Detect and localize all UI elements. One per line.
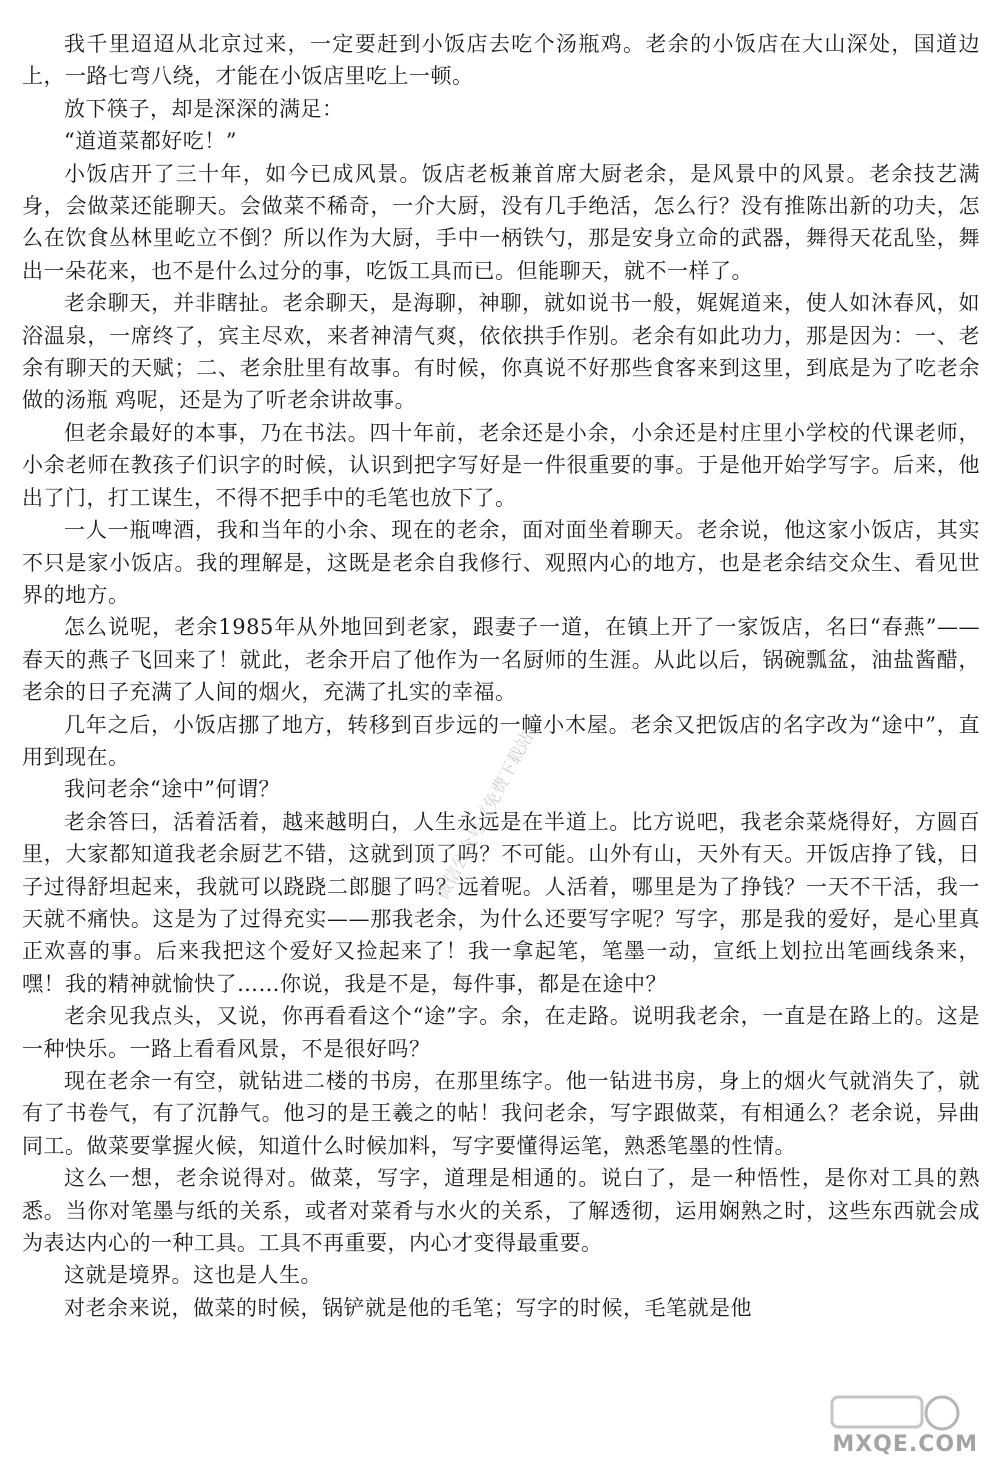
paragraph: 老余答曰，活着活着，越来越明白，人生永远是在半道上。比方说吧，我老余菜烧得好，方圆百里，大家都知道我老余厨艺不错，这就到顶了吗？不可能。山外有山，天外有天。开饭店挣了钱，日子过得舒坦起来，我就可以跷跷二郎腿了吗？远着呢。人活着，哪里是为了挣钱？一天不干活，我一天就不痛快。这是为了过得充实——那我老余，为什么还要写字呢？写字，那是我的爱好，是心里真正欢喜的事。后来我把这个爱好又捡起来了！我一拿起笔，笔墨一动，宣纸上划拉出笔画线条来，嘿！我的精神就愉快了……你说，我是不是，每件事，都是在途中？ — [22, 809, 980, 996]
paragraph: 对老余来说，做菜的时候，锅铲就是他的毛笔；写字的时候，毛笔就是他 — [64, 1295, 752, 1320]
paragraph: 怎么说呢，老余1985年从外地回到老家，跟妻子一道，在镇上开了一家饭店，名曰“春燕”——春天的燕子飞回来了！就此，老余开启了他作为一名厨师的生涯。从此以后，锅碗瓢盆，油盐酱醋，老余的日子充满了人间的烟火，充满了扎实的幸福。 — [22, 615, 980, 705]
paragraph: 老余见我点头，又说，你再看看这个“途”字。余，在走路。说明我老余，一直是在路上的。这是一种快乐。一路上看看风景，不是很好吗？ — [22, 1004, 980, 1061]
paragraph: 我问老余“途中”何谓？ — [64, 777, 280, 802]
paragraph: “道道菜都好吃！” — [64, 129, 237, 154]
paragraph: 但老余最好的本事，乃在书法。四十年前，老余还是小余，小余还是村庄里小学校的代课老师，小余老师在教孩子们识字的时候，认识到把字写好是一件很重要的事。于是他开始学写字。后来，他出了门，打工谋生，不得不把手中的毛笔也放下了。 — [22, 420, 980, 510]
paragraph: 老余聊天，并非瞎扯。老余聊天，是海聊，神聊，就如说书一般，娓娓道来，使人如沐春风，如浴温泉，一席终了，宾主尽欢，来者神清气爽，依依拱手作别。老余有如此功力，那是因为：一、老余有聊天的天赋；二、老余肚里有故事。有时候，你真说不好那些食客来到这里，到底是为了吃老余做的汤瓶 鸡呢，还是为了听老余讲故事。 — [22, 291, 980, 413]
article-body — [22, 28, 980, 1324]
paragraph: 我千里迢迢从北京过来，一定要赶到小饭店去吃个汤瓶鸡。老余的小饭店在大山深处，国道边 上，一路七弯八绕，才能在小饭店里吃上一顿。 — [22, 32, 980, 89]
paragraph: 一人一瓶啤酒，我和当年的小余、现在的老余，面对面坐着聊天。老余说，他这家小饭店，其实不只是家小饭店。我的理解是，这既是老余自我修行、观照内心的地方，也是老余结交众生、看见世界的地方。 — [22, 518, 980, 607]
paragraph: 这就是境界。这也是人生。 — [64, 1263, 322, 1288]
corner-watermark: MXQE.COM — [832, 1432, 978, 1457]
paragraph: 放下筷子，却是深深的满足： — [64, 96, 344, 121]
center-watermark: 微信公众号《免费下载站》 — [432, 713, 546, 904]
paragraph: 小饭店开了三十年，如今已成风景。饭店老板兼首席大厨老余，是风景中的风景。老余技艺满 身，会做菜还能聊天。会做菜不稀奇，一介大厨，没有几手绝活，怎么行？没有推陈出新的功夫，怎么在饮食丛林里屹立不倒？所以作为大厨，手中一柄铁勺，那是安身立命的武器，舞得天花乱坠，舞出一朵花来，也不是什么过分的事，吃饭工具而已。但能聊天，就不一样了。 — [22, 161, 980, 283]
paragraph: 现在老余一有空，就钻进二楼的书房，在那里练字。他一钻进书房，身上的烟火气就消失了，就有了书卷气，有了沉静气。他习的是王羲之的帖！我问老余，写字跟做菜，有相通么？老余说，异曲同工。做菜要掌握火候，知道什么时候加料，写字要懂得运笔，熟悉笔墨的性情。 — [22, 1069, 980, 1158]
paragraph: 这么一想，老余说得对。做菜，写字，道理是相通的。说白了，是一种悟性，是你对工具的熟悉。当你对笔墨与纸的关系，或者对菜肴与水火的关系，了解透彻，运用娴熟之时，这些东西就会成为表达内心的一种工具。工具不再重要，内心才变得最重要。 — [22, 1166, 980, 1256]
paragraph: 几年之后，小饭店挪了地方，转移到百步远的一幢小木屋。老余又把饭店的名字改为“途中”，直用到现在。 — [22, 712, 980, 769]
